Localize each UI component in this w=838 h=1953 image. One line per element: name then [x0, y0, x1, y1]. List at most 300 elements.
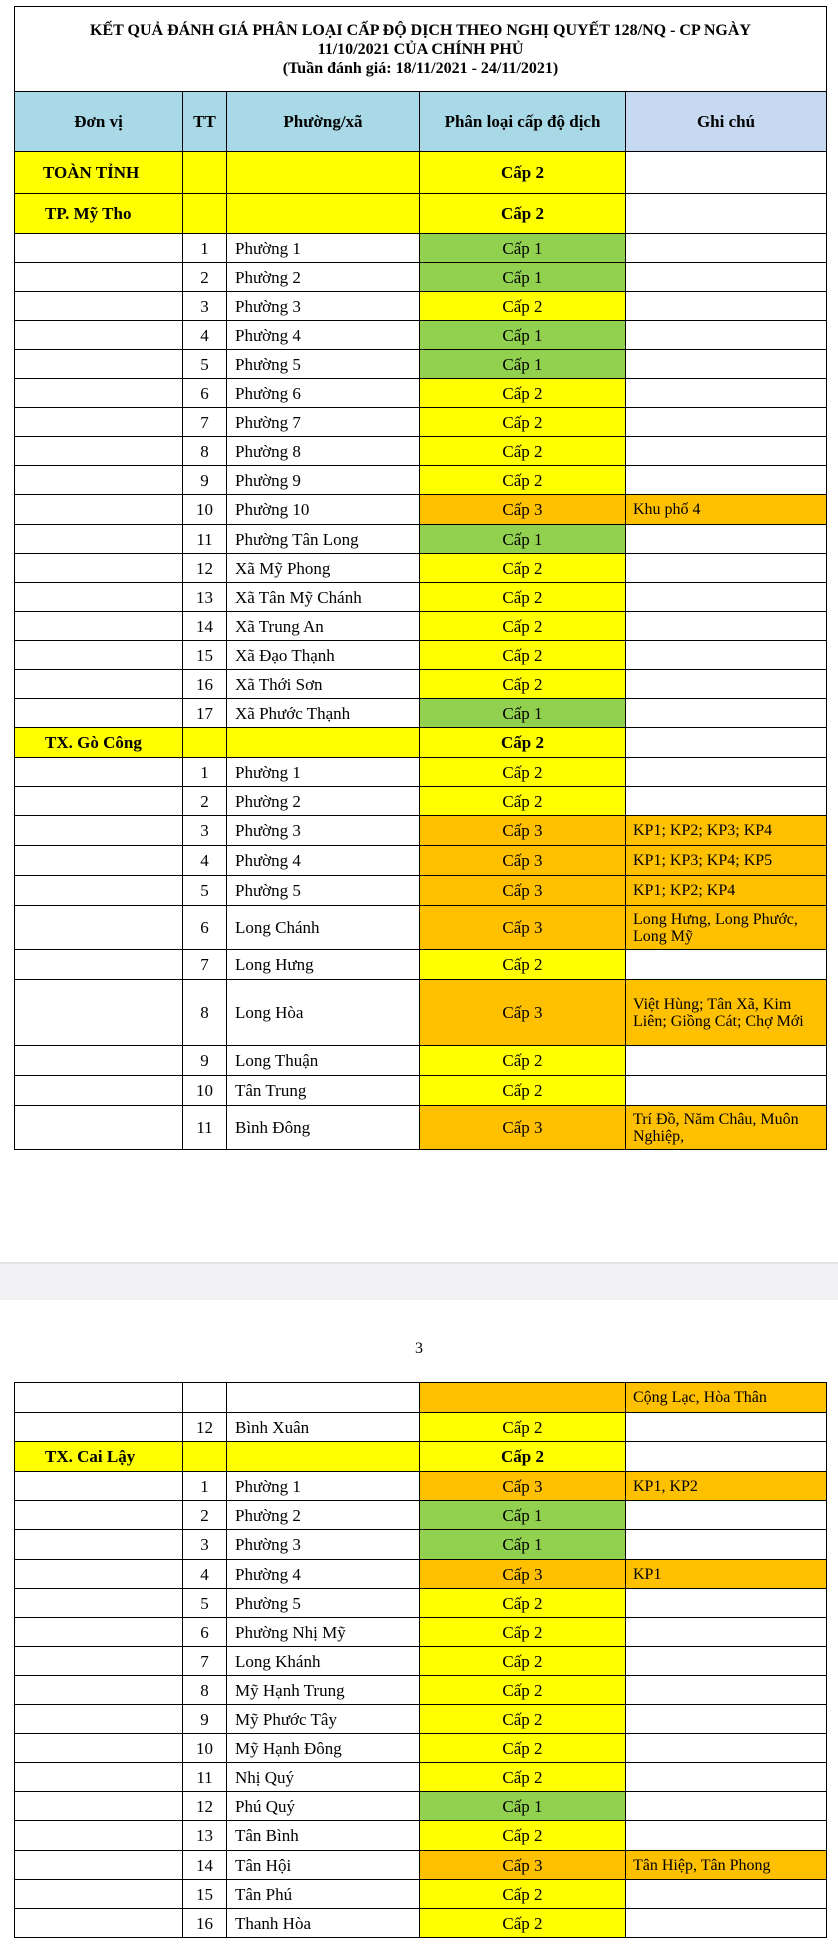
- table-row: [15, 1676, 827, 1705]
- table-row: [15, 1909, 827, 1938]
- level-cell: Cấp 2: [420, 1046, 626, 1076]
- tt-cell: 13: [183, 583, 227, 612]
- header-row: [15, 92, 827, 152]
- tt-cell: 14: [183, 1851, 227, 1880]
- unit-cell: [15, 1676, 183, 1705]
- tt-cell: 12: [183, 1413, 227, 1442]
- unit-cell: TX. Cai Lậy: [15, 1442, 183, 1472]
- level-cell: Cấp 2: [420, 292, 626, 321]
- table-row: [15, 321, 827, 350]
- ward-cell: Long Thuận: [227, 1046, 420, 1076]
- tt-cell: 10: [183, 1734, 227, 1763]
- ward-cell: Phường 3: [227, 816, 420, 846]
- note-cell: KP1: [626, 1560, 827, 1589]
- unit-cell: [15, 1821, 183, 1851]
- header-note: Ghi chú: [626, 92, 827, 152]
- note-cell: [626, 1705, 827, 1734]
- tt-cell: 5: [183, 350, 227, 379]
- note-cell: [626, 1589, 827, 1618]
- table-row: [15, 906, 827, 950]
- note-cell: [626, 1676, 827, 1705]
- level-cell: Cấp 2: [420, 152, 626, 194]
- unit-cell: [15, 1076, 183, 1106]
- ward-cell: Nhị Quý: [227, 1763, 420, 1792]
- level-cell: Cấp 2: [420, 1821, 626, 1851]
- tt-cell: 1: [183, 234, 227, 263]
- ward-cell: [227, 728, 420, 758]
- ward-cell: Phường 3: [227, 1530, 420, 1560]
- tt-cell: 2: [183, 263, 227, 292]
- unit-cell: [15, 379, 183, 408]
- note-cell: Tân Hiệp, Tân Phong: [626, 1851, 827, 1880]
- tt-cell: 3: [183, 292, 227, 321]
- level-cell: Cấp 2: [420, 1763, 626, 1792]
- note-cell: [626, 194, 827, 234]
- ward-cell: Tân Hội: [227, 1851, 420, 1880]
- ward-cell: Phường 8: [227, 437, 420, 466]
- note-cell: [626, 1763, 827, 1792]
- ward-cell: Long Chánh: [227, 906, 420, 950]
- level-cell: Cấp 3: [420, 906, 626, 950]
- tt-cell: 6: [183, 906, 227, 950]
- note-cell: [626, 1442, 827, 1472]
- level-cell: Cấp 1: [420, 321, 626, 350]
- tt-cell: 5: [183, 876, 227, 906]
- ward-cell: Phường 5: [227, 350, 420, 379]
- tt-cell: 8: [183, 437, 227, 466]
- unit-cell: [15, 980, 183, 1046]
- tt-cell: 1: [183, 1472, 227, 1501]
- ward-cell: Xã Tân Mỹ Chánh: [227, 583, 420, 612]
- level-cell: Cấp 2: [420, 1705, 626, 1734]
- note-cell: [626, 292, 827, 321]
- unit-cell: [15, 816, 183, 846]
- title-line-3: (Tuần đánh giá: 18/11/2021 - 24/11/2021): [282, 59, 559, 77]
- note-cell: [626, 1909, 827, 1938]
- note-cell: [626, 699, 827, 728]
- page-number: 3: [415, 1340, 423, 1357]
- ward-cell: Phường 5: [227, 876, 420, 906]
- table-row: [15, 1383, 827, 1413]
- unit-summary-row: [15, 728, 827, 758]
- tt-cell: [183, 728, 227, 758]
- table-row: [15, 1851, 827, 1880]
- table-row: [15, 876, 827, 906]
- unit-cell: [15, 670, 183, 699]
- ward-cell: Mỹ Phước Tây: [227, 1705, 420, 1734]
- table-row: [15, 583, 827, 612]
- unit-cell: [15, 1705, 183, 1734]
- tt-cell: 6: [183, 379, 227, 408]
- tt-cell: 16: [183, 1909, 227, 1938]
- level-cell: Cấp 2: [420, 728, 626, 758]
- tt-cell: 2: [183, 1501, 227, 1530]
- level-cell: Cấp 2: [420, 1076, 626, 1106]
- unit-cell: [15, 906, 183, 950]
- tt-cell: 7: [183, 950, 227, 980]
- table-row: [15, 408, 827, 437]
- note-cell: KP1, KP2: [626, 1472, 827, 1501]
- note-cell: [626, 787, 827, 816]
- tt-cell: 5: [183, 1589, 227, 1618]
- table-row: [15, 641, 827, 670]
- ward-cell: Phường 3: [227, 292, 420, 321]
- unit-cell: [15, 1589, 183, 1618]
- ward-cell: Phường 1: [227, 234, 420, 263]
- ward-cell: Mỹ Hạnh Đông: [227, 1734, 420, 1763]
- table-row: [15, 1763, 827, 1792]
- header-level: Phân loại cấp độ dịch: [420, 92, 626, 152]
- ward-cell: Xã Mỹ Phong: [227, 554, 420, 583]
- ward-cell: Mỹ Hạnh Trung: [227, 1676, 420, 1705]
- level-cell: Cấp 1: [420, 234, 626, 263]
- ward-cell: Phường Nhị Mỹ: [227, 1618, 420, 1647]
- level-cell: [420, 1383, 626, 1413]
- unit-cell: [15, 1383, 183, 1413]
- ward-cell: Bình Đông: [227, 1106, 420, 1150]
- level-cell: Cấp 2: [420, 1589, 626, 1618]
- note-cell: [626, 758, 827, 787]
- unit-cell: [15, 466, 183, 495]
- level-cell: Cấp 2: [420, 379, 626, 408]
- note-cell: [626, 1618, 827, 1647]
- level-cell: Cấp 2: [420, 950, 626, 980]
- unit-cell: [15, 1909, 183, 1938]
- tt-cell: 4: [183, 321, 227, 350]
- ward-cell: Thanh Hòa: [227, 1909, 420, 1938]
- unit-cell: [15, 525, 183, 554]
- level-cell: Cấp 1: [420, 525, 626, 554]
- note-cell: Long Hưng, Long Phước, Long Mỹ: [626, 906, 827, 950]
- ward-cell: Tân Phú: [227, 1880, 420, 1909]
- tt-cell: [183, 194, 227, 234]
- level-cell: Cấp 2: [420, 408, 626, 437]
- level-cell: Cấp 2: [420, 1618, 626, 1647]
- title-line-1: KẾT QUẢ ĐÁNH GIÁ PHÂN LOẠI CẤP ĐỘ DỊCH THEO NGHỊ QUYẾT 128/NQ - CP NGÀY: [90, 21, 751, 39]
- note-cell: KP1; KP2; KP4: [626, 876, 827, 906]
- unit-cell: [15, 1530, 183, 1560]
- unit-cell: [15, 321, 183, 350]
- tt-cell: 6: [183, 1618, 227, 1647]
- ward-cell: Tân Bình: [227, 1821, 420, 1851]
- note-cell: KP1; KP2; KP3; KP4: [626, 816, 827, 846]
- unit-cell: [15, 1618, 183, 1647]
- ward-cell: Tân Trung: [227, 1076, 420, 1106]
- level-cell: Cấp 2: [420, 1880, 626, 1909]
- tt-cell: 1: [183, 758, 227, 787]
- level-cell: Cấp 3: [420, 1560, 626, 1589]
- unit-cell: [15, 495, 183, 525]
- table-body-page-1: [15, 7, 827, 1150]
- table-row: [15, 495, 827, 525]
- table-row: [15, 1076, 827, 1106]
- unit-cell: [15, 554, 183, 583]
- note-cell: [626, 1821, 827, 1851]
- tt-cell: 9: [183, 1705, 227, 1734]
- unit-cell: [15, 699, 183, 728]
- table-row: [15, 350, 827, 379]
- note-cell: [626, 525, 827, 554]
- unit-cell: [15, 787, 183, 816]
- tt-cell: 4: [183, 1560, 227, 1589]
- tt-cell: 9: [183, 466, 227, 495]
- tt-cell: [183, 152, 227, 194]
- table-row: [15, 1734, 827, 1763]
- note-cell: [626, 583, 827, 612]
- table-row: [15, 758, 827, 787]
- unit-cell: [15, 292, 183, 321]
- ward-cell: Phường 2: [227, 787, 420, 816]
- ward-cell: Phường Tân Long: [227, 525, 420, 554]
- level-table-page-2: [14, 1382, 827, 1938]
- level-cell: Cấp 3: [420, 495, 626, 525]
- unit-cell: [15, 1413, 183, 1442]
- unit-cell: [15, 1792, 183, 1821]
- table-row: [15, 1821, 827, 1851]
- ward-cell: Phường 7: [227, 408, 420, 437]
- level-cell: Cấp 2: [420, 583, 626, 612]
- level-cell: Cấp 2: [420, 554, 626, 583]
- note-cell: [626, 321, 827, 350]
- note-cell: [626, 437, 827, 466]
- tt-cell: 11: [183, 1106, 227, 1150]
- note-cell: [626, 1734, 827, 1763]
- table-row: [15, 1705, 827, 1734]
- unit-cell: TOÀN TỈNH: [15, 152, 183, 194]
- level-cell: Cấp 3: [420, 876, 626, 906]
- level-cell: Cấp 3: [420, 1851, 626, 1880]
- tt-cell: 11: [183, 525, 227, 554]
- ward-cell: Phú Quý: [227, 1792, 420, 1821]
- ward-cell: [227, 194, 420, 234]
- table-row: [15, 1472, 827, 1501]
- level-cell: Cấp 2: [420, 787, 626, 816]
- note-cell: [626, 1501, 827, 1530]
- level-cell: Cấp 1: [420, 1530, 626, 1560]
- table-row: [15, 554, 827, 583]
- unit-cell: [15, 612, 183, 641]
- note-cell: [626, 554, 827, 583]
- tt-cell: 15: [183, 1880, 227, 1909]
- ward-cell: Xã Đạo Thạnh: [227, 641, 420, 670]
- unit-cell: [15, 1106, 183, 1150]
- table-row: [15, 816, 827, 846]
- ward-cell: Bình Xuân: [227, 1413, 420, 1442]
- level-cell: Cấp 1: [420, 263, 626, 292]
- unit-cell: [15, 408, 183, 437]
- note-cell: [626, 1413, 827, 1442]
- tt-cell: 8: [183, 980, 227, 1046]
- table-row: [15, 699, 827, 728]
- title-row: [15, 7, 827, 92]
- tt-cell: 13: [183, 1821, 227, 1851]
- unit-cell: TP. Mỹ Tho: [15, 194, 183, 234]
- table-row: [15, 1413, 827, 1442]
- table-row: [15, 1046, 827, 1076]
- note-cell: [626, 466, 827, 495]
- table-row: [15, 263, 827, 292]
- table-row: [15, 234, 827, 263]
- tt-cell: 2: [183, 787, 227, 816]
- note-cell: [626, 641, 827, 670]
- ward-cell: Xã Thới Sơn: [227, 670, 420, 699]
- unit-cell: [15, 1046, 183, 1076]
- unit-cell: [15, 641, 183, 670]
- unit-cell: TX. Gò Công: [15, 728, 183, 758]
- level-cell: Cấp 2: [420, 1413, 626, 1442]
- note-cell: Cộng Lạc, Hòa Thân: [626, 1383, 827, 1413]
- level-cell: Cấp 2: [420, 1442, 626, 1472]
- unit-cell: [15, 1763, 183, 1792]
- level-table-page-1: [14, 6, 827, 1150]
- tt-cell: 11: [183, 1763, 227, 1792]
- tt-cell: 10: [183, 1076, 227, 1106]
- ward-cell: Phường 4: [227, 846, 420, 876]
- unit-summary-row: [15, 152, 827, 194]
- table-row: [15, 1530, 827, 1560]
- note-cell: [626, 612, 827, 641]
- unit-cell: [15, 950, 183, 980]
- note-cell: [626, 1880, 827, 1909]
- level-cell: Cấp 3: [420, 816, 626, 846]
- title-line-2: 11/10/2021 CỦA CHÍNH PHỦ: [317, 40, 524, 58]
- ward-cell: [227, 1442, 420, 1472]
- report-title: [15, 7, 827, 92]
- table-row: [15, 525, 827, 554]
- table-row: [15, 1501, 827, 1530]
- level-cell: Cấp 2: [420, 1909, 626, 1938]
- note-cell: [626, 950, 827, 980]
- unit-cell: [15, 263, 183, 292]
- header-unit: Đơn vị: [15, 92, 183, 152]
- table-row: [15, 1880, 827, 1909]
- note-cell: [626, 152, 827, 194]
- unit-cell: [15, 1501, 183, 1530]
- ward-cell: Xã Phước Thạnh: [227, 699, 420, 728]
- ward-cell: Xã Trung An: [227, 612, 420, 641]
- table-body-page-2: [15, 1383, 827, 1938]
- tt-cell: 14: [183, 612, 227, 641]
- unit-cell: [15, 1880, 183, 1909]
- unit-cell: [15, 846, 183, 876]
- table-row: [15, 379, 827, 408]
- unit-cell: [15, 437, 183, 466]
- ward-cell: Long Khánh: [227, 1647, 420, 1676]
- ward-cell: Phường 4: [227, 321, 420, 350]
- table-row: [15, 292, 827, 321]
- unit-cell: [15, 1472, 183, 1501]
- page-separator-line: [0, 1262, 838, 1264]
- level-cell: Cấp 3: [420, 1106, 626, 1150]
- table-row: [15, 1106, 827, 1150]
- level-cell: Cấp 2: [420, 466, 626, 495]
- note-cell: [626, 350, 827, 379]
- level-cell: Cấp 2: [420, 194, 626, 234]
- note-cell: [626, 670, 827, 699]
- tt-cell: 9: [183, 1046, 227, 1076]
- note-cell: Khu phố 4: [626, 495, 827, 525]
- level-cell: Cấp 2: [420, 670, 626, 699]
- table-row: [15, 1647, 827, 1676]
- unit-summary-row: [15, 1442, 827, 1472]
- tt-cell: 15: [183, 641, 227, 670]
- tt-cell: 4: [183, 846, 227, 876]
- ward-cell: Phường 10: [227, 495, 420, 525]
- header-ward: Phường/xã: [227, 92, 420, 152]
- tt-cell: 8: [183, 1676, 227, 1705]
- tt-cell: 3: [183, 1530, 227, 1560]
- table-row: [15, 1560, 827, 1589]
- table-row: [15, 612, 827, 641]
- ward-cell: Phường 2: [227, 263, 420, 292]
- table-row: [15, 1618, 827, 1647]
- unit-cell: [15, 350, 183, 379]
- note-cell: Trí Đồ, Năm Châu, Muôn Nghiệp,: [626, 1106, 827, 1150]
- level-cell: Cấp 2: [420, 1676, 626, 1705]
- level-cell: Cấp 1: [420, 350, 626, 379]
- note-cell: [626, 728, 827, 758]
- level-cell: Cấp 1: [420, 1501, 626, 1530]
- ward-cell: Phường 9: [227, 466, 420, 495]
- tt-cell: [183, 1442, 227, 1472]
- ward-cell: Phường 1: [227, 758, 420, 787]
- unit-cell: [15, 234, 183, 263]
- unit-cell: [15, 1851, 183, 1880]
- unit-cell: [15, 758, 183, 787]
- ward-cell: Long Hòa: [227, 980, 420, 1046]
- page-separator: [0, 1262, 838, 1300]
- level-cell: Cấp 2: [420, 641, 626, 670]
- table-row: [15, 1589, 827, 1618]
- note-cell: [626, 263, 827, 292]
- ward-cell: Phường 6: [227, 379, 420, 408]
- note-cell: [626, 1076, 827, 1106]
- note-cell: [626, 1046, 827, 1076]
- unit-cell: [15, 583, 183, 612]
- ward-cell: [227, 152, 420, 194]
- level-cell: Cấp 3: [420, 980, 626, 1046]
- level-cell: Cấp 2: [420, 1734, 626, 1763]
- level-cell: Cấp 1: [420, 1792, 626, 1821]
- table-row: [15, 1792, 827, 1821]
- table-row: [15, 950, 827, 980]
- tt-cell: 10: [183, 495, 227, 525]
- table-row: [15, 980, 827, 1046]
- level-cell: Cấp 2: [420, 437, 626, 466]
- level-cell: Cấp 2: [420, 1647, 626, 1676]
- level-cell: Cấp 2: [420, 758, 626, 787]
- note-cell: [626, 379, 827, 408]
- tt-cell: 12: [183, 1792, 227, 1821]
- note-cell: KP1; KP3; KP4; KP5: [626, 846, 827, 876]
- level-cell: Cấp 1: [420, 699, 626, 728]
- unit-cell: [15, 1560, 183, 1589]
- table-row: [15, 437, 827, 466]
- ward-cell: Phường 2: [227, 1501, 420, 1530]
- note-cell: [626, 1792, 827, 1821]
- table-row: [15, 466, 827, 495]
- table-row: [15, 846, 827, 876]
- unit-cell: [15, 876, 183, 906]
- note-cell: Việt Hùng; Tân Xã, Kim Liên; Giồng Cát; Chợ Mới: [626, 980, 827, 1046]
- ward-cell: Phường 4: [227, 1560, 420, 1589]
- tt-cell: 3: [183, 816, 227, 846]
- unit-cell: [15, 1734, 183, 1763]
- tt-cell: 12: [183, 554, 227, 583]
- ward-cell: Phường 1: [227, 1472, 420, 1501]
- tt-cell: [183, 1383, 227, 1413]
- note-cell: [626, 1647, 827, 1676]
